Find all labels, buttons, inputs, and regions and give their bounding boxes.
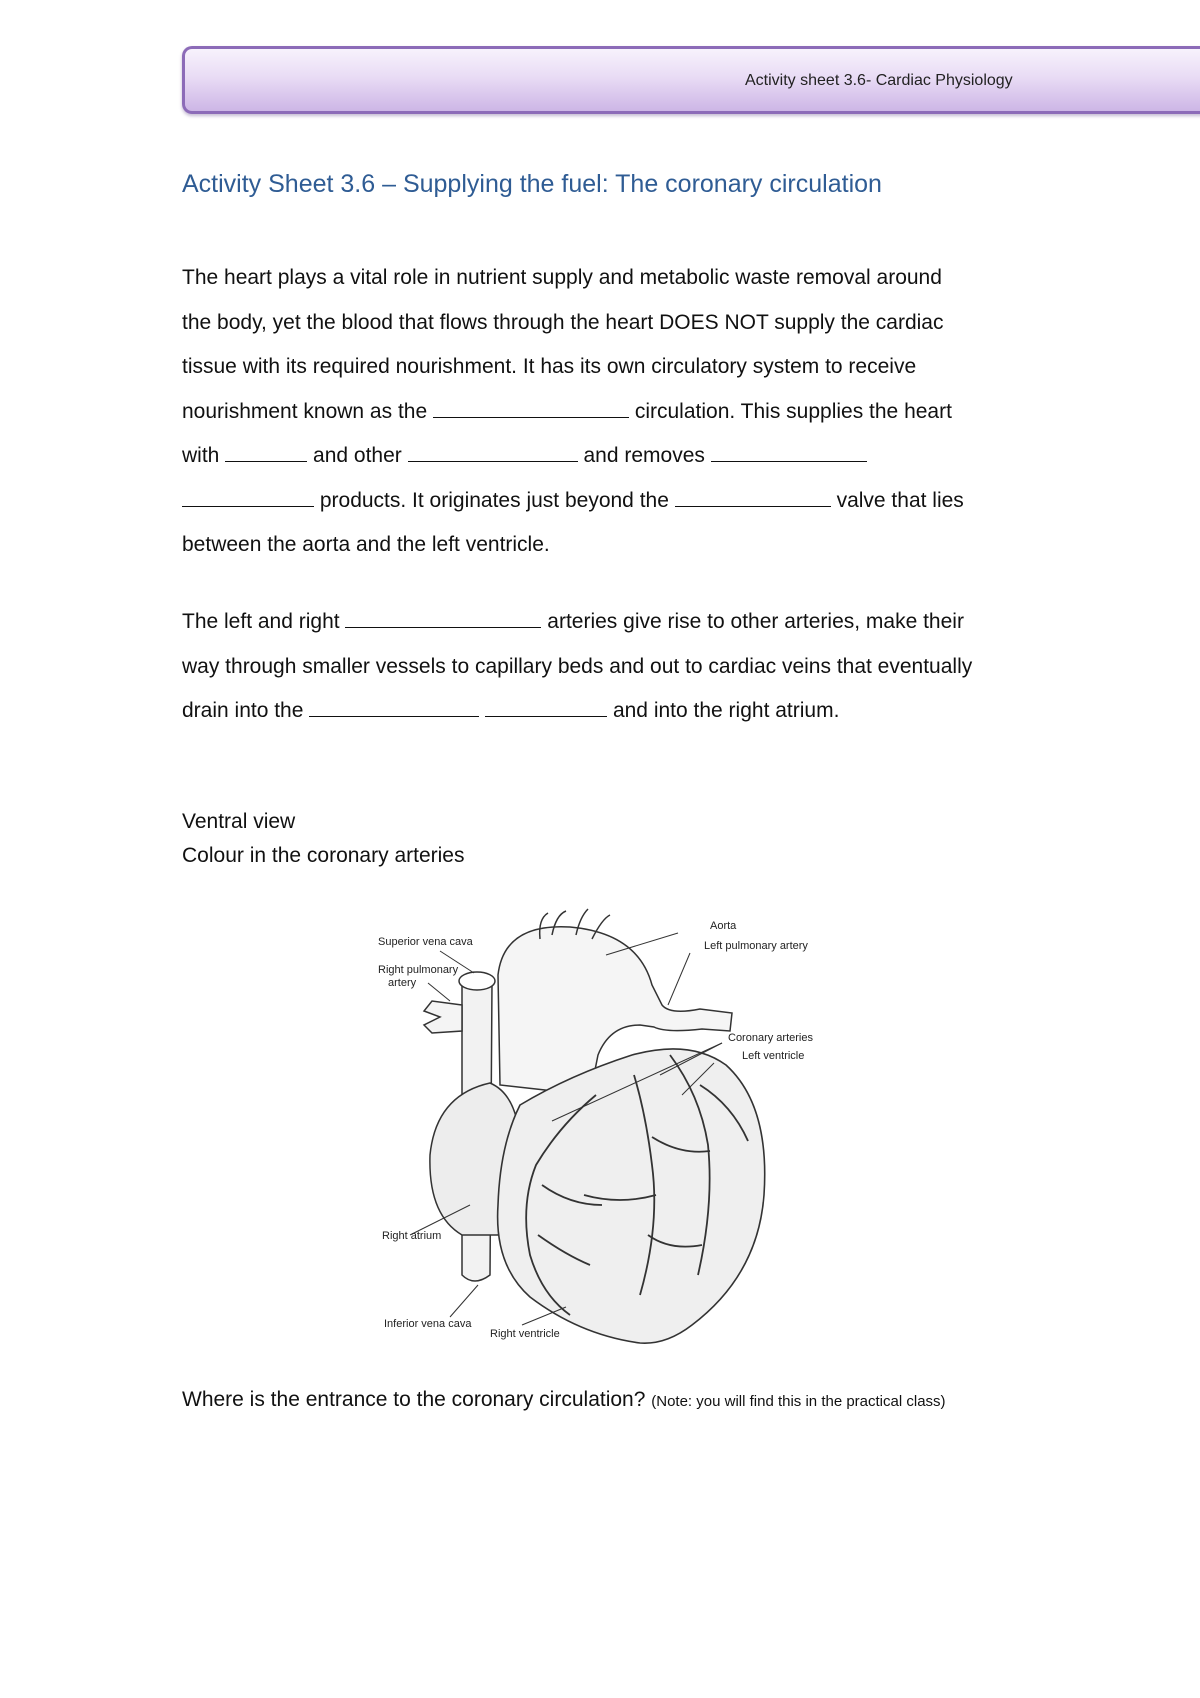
paragraph-line: between the aorta and the left ventricle. (182, 533, 550, 556)
instruction-label: Colour in the coronary arteries (182, 844, 465, 867)
paragraph-line (182, 479, 1042, 524)
blank-coronary[interactable] (433, 395, 629, 418)
right-pulmonary-artery-shape (424, 1001, 462, 1033)
paragraph-line: way through smaller vessels to capillary beds and out to cardiac veins that eventually (182, 654, 973, 678)
header-band (182, 46, 1200, 114)
label-inferior-vena-cava: Inferior vena cava (384, 1318, 472, 1330)
heart-diagram (370, 905, 830, 1355)
heart-drawing (370, 905, 830, 1355)
page-title: Activity Sheet 3.6 – Supplying the fuel: The coronary circulation (182, 170, 882, 198)
text-segment: nourishment known as the (182, 399, 428, 423)
text-segment: drain into the (182, 699, 304, 722)
running-header: Activity sheet 3.6- Cardiac Physiology (745, 72, 1013, 89)
text-segment: and into the right atrium. (612, 699, 840, 722)
view-label: Ventral view (182, 810, 296, 833)
blank-waste-2[interactable] (182, 484, 314, 507)
text-segment: and removes (583, 444, 705, 467)
label-right-ventricle: Right ventricle (490, 1328, 560, 1340)
text-segment: The left and right (182, 610, 340, 633)
question-text: Where is the entrance to the coronary circulation? (182, 1388, 646, 1411)
question-note: (Note: you will find this in the practical class) (651, 1393, 946, 1410)
text-segment: circulation. This supplies the heart (634, 399, 952, 423)
blank-nutrients[interactable] (408, 439, 578, 462)
text-segment: products. It originates just beyond the (319, 488, 669, 512)
blank-oxygen[interactable] (225, 439, 307, 462)
label-coronary-arteries: Coronary arteries (728, 1032, 813, 1044)
text-segment: valve that lies (836, 488, 964, 512)
ventricles-shape (498, 1049, 765, 1343)
text-segment: and other (313, 444, 402, 467)
label-left-ventricle: Left ventricle (742, 1050, 805, 1062)
blank-coronary-arteries[interactable] (345, 605, 541, 628)
paragraph-line: tissue with its required nourishment. It has its own circulatory system to receive (182, 355, 917, 378)
paragraph-line: the body, yet the blood that flows through the heart DOES NOT supply the cardiac (182, 310, 944, 334)
blank-coronary-sinus-2[interactable] (485, 694, 607, 717)
paragraph-line: The heart plays a vital role in nutrient supply and metabolic waste removal around (182, 266, 942, 289)
label-left-pulmonary-artery: Left pulmonary artery (704, 940, 808, 952)
text-segment: with (182, 444, 220, 467)
paragraph-line (182, 689, 1042, 734)
label-right-pulmonary-artery: artery (388, 977, 417, 989)
question (182, 1388, 946, 1412)
paragraph-line (182, 390, 1042, 435)
blank-waste-1[interactable] (711, 439, 867, 462)
paragraph-2 (182, 600, 1042, 734)
label-aorta: Aorta (710, 920, 737, 932)
paragraph-line (182, 600, 1042, 645)
label-superior-vena-cava: Superior vena cava (378, 936, 473, 948)
label-right-atrium: Right atrium (382, 1230, 442, 1242)
blank-coronary-sinus-1[interactable] (309, 694, 479, 717)
text-segment: arteries give rise to other arteries, make their (547, 610, 964, 633)
paragraph-line (182, 434, 1042, 479)
label-right-pulmonary-artery: Right pulmonary (378, 964, 459, 976)
blank-valve[interactable] (675, 484, 831, 507)
paragraph-1 (182, 256, 1042, 568)
